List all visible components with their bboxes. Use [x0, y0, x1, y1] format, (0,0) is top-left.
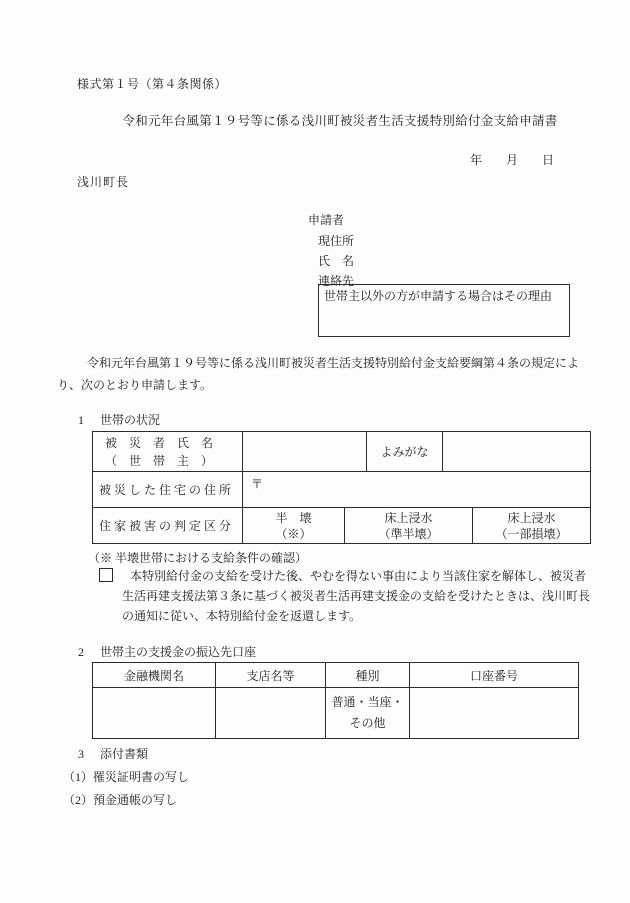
section3-heading: [78, 745, 148, 763]
victim-name-label-line2: （ 世 帯 主 ）: [105, 453, 214, 468]
attachment-item-1: （1）罹災証明書の写し: [63, 770, 190, 784]
account-type-cell[interactable]: [326, 688, 410, 739]
damage-option-2-line1: 床上浸水: [507, 510, 556, 525]
section1-title: 世帯の状況: [100, 413, 161, 427]
section3-number: 3: [78, 747, 84, 761]
furigana-label-cell: よみがな: [367, 432, 443, 472]
postal-mark: 〒: [251, 477, 264, 491]
damage-category-label-cell: 住家被害の判定区分: [93, 508, 243, 544]
intro-line-2: り、次のとおり申請します。: [57, 378, 213, 392]
damage-option-1-line1: 床上浸水: [384, 510, 433, 525]
contact-label: 連絡先: [318, 274, 355, 288]
applicant-name-row: [318, 251, 477, 271]
damage-option-1-line2: （準半壊）: [378, 526, 439, 541]
victim-name-row: [93, 432, 591, 472]
damage-option-2-line2: （一部損壊）: [495, 526, 568, 541]
furigana-input-cell[interactable]: [443, 432, 591, 472]
half-destroyed-note: （※ 半壊世帯における支給条件の確認）: [88, 551, 308, 565]
account-type-line2: その他: [349, 716, 386, 730]
document-title: 令和元年台風第１９号等に係る浅川町被災者生活支援特別給付金支給申請書: [122, 114, 558, 128]
section1-heading: [78, 411, 160, 429]
section1-number: 1: [78, 413, 84, 427]
section2-title: 世帯主の支援金の振込先口座: [100, 645, 257, 659]
victim-name-label-cell: [93, 432, 243, 472]
section2-heading: [78, 643, 256, 661]
name-label: 氏 名: [318, 254, 355, 268]
account-number-header: 口座番号: [410, 663, 579, 688]
damaged-address-input-cell[interactable]: [243, 472, 591, 508]
account-type-header: 種別: [326, 663, 410, 688]
damaged-address-row: [93, 472, 591, 508]
bank-table-input-row: [93, 688, 579, 739]
pledge-line-2: 生活再建支援法第３条に基づく被災者生活再建支援金の支給を受けたときは、浅川町長: [122, 589, 591, 603]
intro-line-1: 令和元年台風第１９号等に係る浅川町被災者生活支援特別給付金支給要綱第４条の規定によ: [87, 356, 580, 370]
attachment-item-2: （2）預金通帳の写し: [63, 792, 178, 807]
damage-option-0-line1: 半 壊: [275, 510, 312, 525]
reason-box[interactable]: [318, 284, 570, 337]
victim-name-input-cell[interactable]: [243, 432, 367, 472]
pledge-line-3: の通知に従い、本特別給付金を返還します。: [122, 609, 362, 623]
attachment-list: [63, 766, 189, 811]
bank-name-header: 金融機関名: [93, 663, 216, 688]
applicant-label: 申請者: [308, 213, 345, 227]
pledge-checkbox[interactable]: [99, 568, 113, 582]
date-line: 年 月 日: [470, 153, 555, 167]
damage-option-flood-partial[interactable]: [473, 508, 591, 544]
bank-name-input-cell[interactable]: [93, 688, 216, 739]
victim-name-label-line1: 被 災 者 氏 名: [105, 435, 214, 450]
form-number: 様式第１号（第４条関係）: [77, 77, 228, 91]
pledge-line-1: 本特別給付金の支給を受けた後、やむを得ない事由により当該住家を解体し、被災者: [130, 569, 587, 583]
damage-option-0-line2: （※）: [275, 526, 312, 541]
reason-box-label: 世帯主以外の方が申請する場合はその理由: [324, 289, 553, 303]
household-status-table: [92, 431, 591, 544]
applicant-fields: [318, 231, 477, 291]
account-number-input-cell[interactable]: [410, 688, 579, 739]
section3-title: 添付書類: [100, 747, 149, 761]
applicant-address-row: [318, 231, 477, 251]
bank-account-table: [92, 662, 579, 739]
damage-option-flood-semi[interactable]: [345, 508, 473, 544]
damage-category-row: [93, 508, 591, 544]
section2-number: 2: [78, 645, 84, 659]
branch-name-input-cell[interactable]: [216, 688, 326, 739]
damage-option-half-destroyed[interactable]: [243, 508, 345, 544]
account-type-line1: 普通・当座・: [331, 695, 404, 709]
branch-name-header: 支店名等: [216, 663, 326, 688]
bank-table-header-row: [93, 663, 579, 688]
pledge-text: [122, 566, 592, 626]
intro-paragraph: [57, 352, 587, 396]
current-address-label: 現住所: [318, 234, 355, 248]
damaged-address-label-cell: 被災した住宅の住所: [93, 472, 243, 508]
addressee: 浅川町長: [77, 175, 130, 189]
